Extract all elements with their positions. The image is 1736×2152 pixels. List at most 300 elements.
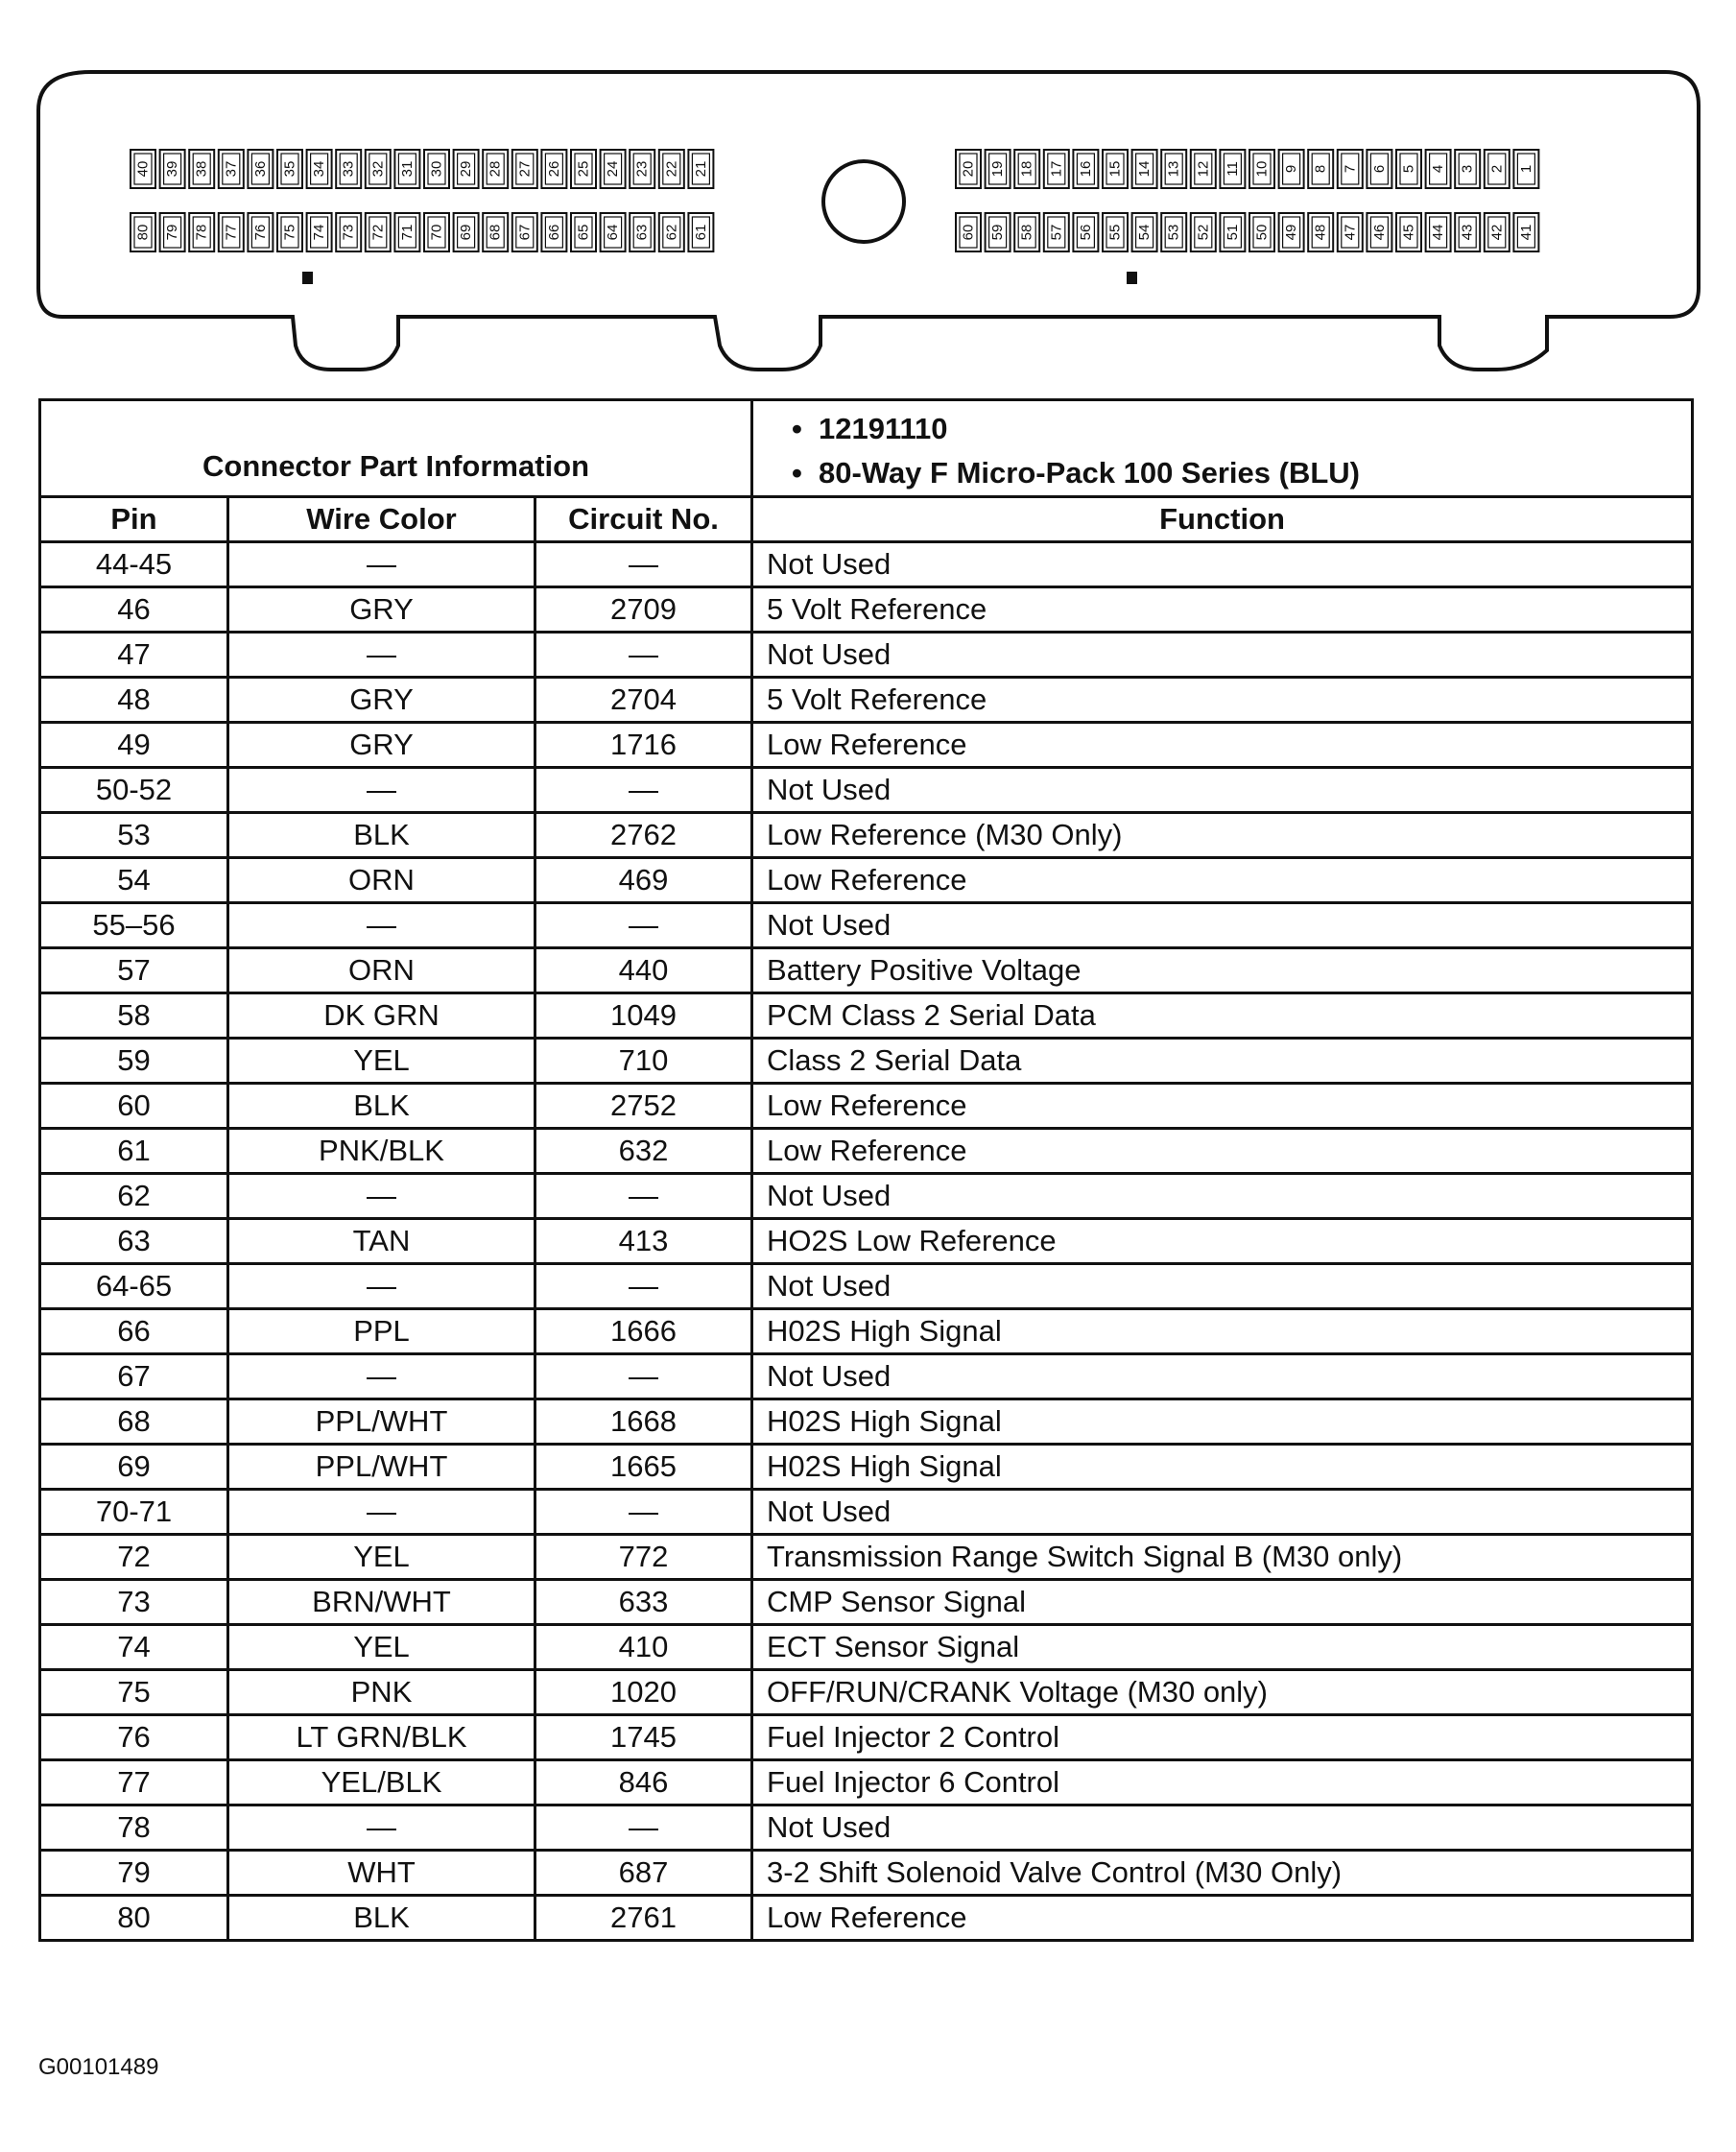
function-cell: Fuel Injector 6 Control <box>752 1760 1693 1805</box>
wire-color-cell: BRN/WHT <box>228 1580 535 1625</box>
pin-number: 64 <box>605 224 622 241</box>
pin-27 <box>512 150 537 188</box>
pin-cell: 46 <box>40 587 228 633</box>
pin-cell: 47 <box>40 633 228 678</box>
circuit-cell: 846 <box>535 1760 752 1805</box>
circuit-cell: — <box>535 1174 752 1219</box>
pin-number: 41 <box>1517 224 1534 241</box>
pin-number: 38 <box>193 160 210 178</box>
function-cell: Not Used <box>752 1490 1693 1535</box>
table-row <box>40 813 1693 858</box>
pin-cell: 62 <box>40 1174 228 1219</box>
pin-47 <box>1338 213 1363 251</box>
pin-69 <box>454 213 479 251</box>
function-cell: Low Reference (M30 Only) <box>752 813 1693 858</box>
part-description-text: 80-Way F Micro-Pack 100 Series (BLU) <box>819 456 1360 490</box>
pin-56 <box>1073 213 1098 251</box>
pin-74 <box>307 213 332 251</box>
pin-number: 35 <box>281 160 298 178</box>
pin-59 <box>986 213 1011 251</box>
pin-number: 55 <box>1106 224 1124 241</box>
pin-62 <box>659 213 684 251</box>
circuit-cell: 1020 <box>535 1670 752 1715</box>
pin-46 <box>1367 213 1391 251</box>
function-cell: Not Used <box>752 1354 1693 1399</box>
pin-number: 3 <box>1459 164 1476 174</box>
table-row <box>40 768 1693 813</box>
circuit-cell: 1666 <box>535 1309 752 1354</box>
pin-cell: 80 <box>40 1896 228 1941</box>
pin-number: 62 <box>663 224 680 241</box>
pin-1 <box>1513 150 1538 188</box>
wire-color-cell: YEL/BLK <box>228 1760 535 1805</box>
pin-number: 61 <box>692 224 709 241</box>
connector-pin-table <box>38 398 1694 1942</box>
table-row <box>40 1354 1693 1399</box>
table-row <box>40 1490 1693 1535</box>
table-row <box>40 1625 1693 1670</box>
connector-part-information-title: Connector Part Information <box>40 400 752 497</box>
pin-42 <box>1485 213 1510 251</box>
circuit-cell: 469 <box>535 858 752 903</box>
pin-number: 68 <box>487 224 504 241</box>
wire-color-cell: BLK <box>228 813 535 858</box>
pin-number: 16 <box>1077 160 1094 178</box>
column-header-row <box>40 497 1693 542</box>
part-info-cell <box>752 400 1693 497</box>
table-body <box>40 542 1693 1941</box>
pin-number: 31 <box>398 160 416 178</box>
function-cell: Fuel Injector 2 Control <box>752 1715 1693 1760</box>
pin-number: 58 <box>1018 224 1035 241</box>
pin-28 <box>483 150 508 188</box>
pin-cell: 49 <box>40 723 228 768</box>
wire-color-cell: ORN <box>228 858 535 903</box>
pin-cell: 75 <box>40 1670 228 1715</box>
pin-number: 43 <box>1459 224 1476 241</box>
pin-48 <box>1308 213 1333 251</box>
wire-color-cell: PNK/BLK <box>228 1129 535 1174</box>
pin-number: 46 <box>1370 224 1388 241</box>
pin-cell: 48 <box>40 678 228 723</box>
table-row <box>40 1580 1693 1625</box>
wire-color-cell: ORN <box>228 948 535 993</box>
pin-number: 29 <box>458 160 475 178</box>
pin-cell: 59 <box>40 1039 228 1084</box>
pin-number: 73 <box>340 224 357 241</box>
circuit-cell: — <box>535 633 752 678</box>
wire-color-cell: TAN <box>228 1219 535 1264</box>
pin-24 <box>601 150 626 188</box>
pin-number: 44 <box>1430 224 1447 241</box>
table-row <box>40 948 1693 993</box>
pin-cell: 64-65 <box>40 1264 228 1309</box>
circuit-cell: 410 <box>535 1625 752 1670</box>
pin-number: 22 <box>663 160 680 178</box>
pin-50 <box>1249 213 1274 251</box>
table-row <box>40 1896 1693 1941</box>
pin-number: 26 <box>545 160 562 178</box>
table-row <box>40 587 1693 633</box>
pin-41 <box>1513 213 1538 251</box>
pin-cell: 58 <box>40 993 228 1039</box>
pin-23 <box>630 150 654 188</box>
pin-77 <box>219 213 244 251</box>
function-cell: Low Reference <box>752 723 1693 768</box>
wire-color-cell: GRY <box>228 678 535 723</box>
wire-color-cell: YEL <box>228 1039 535 1084</box>
pin-38 <box>189 150 214 188</box>
pin-72 <box>366 213 391 251</box>
pin-number: 67 <box>516 224 534 241</box>
function-cell: PCM Class 2 Serial Data <box>752 993 1693 1039</box>
pin-cell: 61 <box>40 1129 228 1174</box>
pin-number: 66 <box>545 224 562 241</box>
pin-number: 36 <box>251 160 269 178</box>
function-cell: Not Used <box>752 903 1693 948</box>
pin-number: 40 <box>134 160 152 178</box>
pin-70 <box>424 213 449 251</box>
pin-65 <box>571 213 596 251</box>
pin-number: 63 <box>633 224 651 241</box>
pin-10 <box>1249 150 1274 188</box>
function-cell: CMP Sensor Signal <box>752 1580 1693 1625</box>
table-row <box>40 1039 1693 1084</box>
pin-cell: 63 <box>40 1219 228 1264</box>
pin-21 <box>688 150 713 188</box>
pin-17 <box>1044 150 1069 188</box>
pin-26 <box>541 150 566 188</box>
header-function: Function <box>752 497 1693 542</box>
pin-number: 20 <box>960 160 977 178</box>
part-info-row <box>40 400 1693 497</box>
circuit-cell: 633 <box>535 1580 752 1625</box>
function-cell: Not Used <box>752 1264 1693 1309</box>
wire-color-cell: — <box>228 1174 535 1219</box>
connector-center-hole <box>823 161 904 242</box>
circuit-cell: 2704 <box>535 678 752 723</box>
pin-80 <box>131 213 155 251</box>
pin-cell: 67 <box>40 1354 228 1399</box>
table-row <box>40 1174 1693 1219</box>
pin-cell: 72 <box>40 1535 228 1580</box>
pin-number: 14 <box>1136 160 1153 178</box>
pin-cell: 73 <box>40 1580 228 1625</box>
pin-54 <box>1132 213 1157 251</box>
pin-cell: 50-52 <box>40 768 228 813</box>
pin-13 <box>1161 150 1186 188</box>
circuit-cell: — <box>535 1264 752 1309</box>
pin-number: 56 <box>1077 224 1094 241</box>
function-cell: H02S High Signal <box>752 1445 1693 1490</box>
pin-63 <box>630 213 654 251</box>
pin-14 <box>1132 150 1157 188</box>
pin-number: 79 <box>164 224 181 241</box>
pin-34 <box>307 150 332 188</box>
pin-5 <box>1396 150 1421 188</box>
function-cell: Not Used <box>752 633 1693 678</box>
pin-40 <box>131 150 155 188</box>
pin-78 <box>189 213 214 251</box>
pin-18 <box>1014 150 1039 188</box>
function-cell: Battery Positive Voltage <box>752 948 1693 993</box>
pin-43 <box>1455 213 1480 251</box>
pin-16 <box>1073 150 1098 188</box>
pin-cell: 53 <box>40 813 228 858</box>
pin-32 <box>366 150 391 188</box>
table-row <box>40 993 1693 1039</box>
pin-number: 17 <box>1048 160 1065 178</box>
pin-number: 27 <box>516 160 534 178</box>
pin-cell: 54 <box>40 858 228 903</box>
pin-79 <box>160 213 185 251</box>
pin-33 <box>336 150 361 188</box>
wire-color-cell: — <box>228 1805 535 1851</box>
wire-color-cell: — <box>228 1490 535 1535</box>
pin-cell: 57 <box>40 948 228 993</box>
pin-number: 45 <box>1400 224 1417 241</box>
circuit-cell: 1049 <box>535 993 752 1039</box>
wire-color-cell: PPL/WHT <box>228 1445 535 1490</box>
function-cell: Low Reference <box>752 1084 1693 1129</box>
header-circuit-no: Circuit No. <box>535 497 752 542</box>
table-row <box>40 678 1693 723</box>
pin-number: 34 <box>311 160 328 178</box>
circuit-cell: 440 <box>535 948 752 993</box>
pin-number: 39 <box>164 160 181 178</box>
wire-color-cell: GRY <box>228 723 535 768</box>
pin-number: 72 <box>369 224 387 241</box>
wire-color-cell: BLK <box>228 1084 535 1129</box>
circuit-cell: — <box>535 1490 752 1535</box>
pin-number: 4 <box>1430 164 1447 174</box>
function-cell: ECT Sensor Signal <box>752 1625 1693 1670</box>
pin-36 <box>248 150 273 188</box>
pin-31 <box>394 150 419 188</box>
pin-number: 1 <box>1517 164 1534 174</box>
wire-color-cell: — <box>228 1264 535 1309</box>
pin-55 <box>1103 213 1128 251</box>
table-row <box>40 633 1693 678</box>
wire-color-cell: — <box>228 1354 535 1399</box>
table-row <box>40 1264 1693 1309</box>
circuit-cell: — <box>535 542 752 587</box>
pin-2 <box>1485 150 1510 188</box>
table-row <box>40 723 1693 768</box>
pin-9 <box>1279 150 1304 188</box>
table-row <box>40 542 1693 587</box>
circuit-cell: 2761 <box>535 1896 752 1941</box>
pin-cell: 69 <box>40 1445 228 1490</box>
function-cell: 3-2 Shift Solenoid Valve Control (M30 Only) <box>752 1851 1693 1896</box>
pin-number: 15 <box>1106 160 1124 178</box>
pin-number: 23 <box>633 160 651 178</box>
pin-68 <box>483 213 508 251</box>
wire-color-cell: PPL <box>228 1309 535 1354</box>
pin-44 <box>1426 213 1451 251</box>
pin-7 <box>1338 150 1363 188</box>
function-cell: Class 2 Serial Data <box>752 1039 1693 1084</box>
circuit-cell: 413 <box>535 1219 752 1264</box>
pin-cell: 70-71 <box>40 1490 228 1535</box>
pin-number: 28 <box>487 160 504 178</box>
pin-number: 70 <box>428 224 445 241</box>
pin-71 <box>394 213 419 251</box>
pin-number: 57 <box>1048 224 1065 241</box>
wire-color-cell: — <box>228 903 535 948</box>
pin-cell: 79 <box>40 1851 228 1896</box>
wire-color-cell: GRY <box>228 587 535 633</box>
part-number-text: 12191110 <box>819 412 948 445</box>
pin-number: 9 <box>1283 164 1300 174</box>
pin-number: 47 <box>1342 224 1359 241</box>
pin-cell: 74 <box>40 1625 228 1670</box>
pin-53 <box>1161 213 1186 251</box>
pin-8 <box>1308 150 1333 188</box>
wire-color-cell: YEL <box>228 1625 535 1670</box>
function-cell: H02S High Signal <box>752 1399 1693 1445</box>
pin-number: 50 <box>1253 224 1271 241</box>
pin-number: 54 <box>1136 224 1153 241</box>
pin-49 <box>1279 213 1304 251</box>
pin-4 <box>1426 150 1451 188</box>
pin-number: 21 <box>692 160 709 178</box>
table-row <box>40 1715 1693 1760</box>
table-row <box>40 1129 1693 1174</box>
table-row <box>40 1309 1693 1354</box>
pin-number: 65 <box>575 224 592 241</box>
circuit-cell: 1665 <box>535 1445 752 1490</box>
wire-color-cell: PNK <box>228 1670 535 1715</box>
pin-number: 49 <box>1283 224 1300 241</box>
function-cell: Not Used <box>752 1805 1693 1851</box>
wire-color-cell: YEL <box>228 1535 535 1580</box>
circuit-cell: 1745 <box>535 1715 752 1760</box>
table-row <box>40 1445 1693 1490</box>
table-row <box>40 1219 1693 1264</box>
pin-cell: 60 <box>40 1084 228 1129</box>
pin-cell: 78 <box>40 1805 228 1851</box>
pin-20 <box>956 150 981 188</box>
pin-30 <box>424 150 449 188</box>
pin-11 <box>1220 150 1245 188</box>
circuit-cell: 632 <box>535 1129 752 1174</box>
pin-number: 80 <box>134 224 152 241</box>
pin-number: 69 <box>458 224 475 241</box>
header-pin: Pin <box>40 497 228 542</box>
pin-number: 71 <box>398 224 416 241</box>
wire-color-cell: BLK <box>228 1896 535 1941</box>
right-key-mark <box>1127 272 1137 284</box>
pin-number: 77 <box>223 224 240 241</box>
function-cell: OFF/RUN/CRANK Voltage (M30 only) <box>752 1670 1693 1715</box>
circuit-cell: 710 <box>535 1039 752 1084</box>
function-cell: Not Used <box>752 1174 1693 1219</box>
table-row <box>40 1805 1693 1851</box>
table-row <box>40 1670 1693 1715</box>
pin-76 <box>248 213 273 251</box>
pin-66 <box>541 213 566 251</box>
pin-number: 78 <box>193 224 210 241</box>
pin-35 <box>277 150 302 188</box>
pin-number: 37 <box>223 160 240 178</box>
pin-number: 12 <box>1195 160 1212 178</box>
function-cell: Low Reference <box>752 1129 1693 1174</box>
pin-60 <box>956 213 981 251</box>
pin-number: 18 <box>1018 160 1035 178</box>
pin-number: 75 <box>281 224 298 241</box>
pin-22 <box>659 150 684 188</box>
wire-color-cell: WHT <box>228 1851 535 1896</box>
pin-number: 74 <box>311 224 328 241</box>
function-cell: Transmission Range Switch Signal B (M30 only) <box>752 1535 1693 1580</box>
pin-number: 59 <box>989 224 1007 241</box>
pin-number: 8 <box>1312 164 1329 174</box>
wire-color-cell: — <box>228 768 535 813</box>
pin-cell: 44-45 <box>40 542 228 587</box>
circuit-cell: 687 <box>535 1851 752 1896</box>
circuit-cell: — <box>535 768 752 813</box>
connector-diagram <box>0 0 1736 384</box>
function-cell: Not Used <box>752 542 1693 587</box>
pin-15 <box>1103 150 1128 188</box>
connector-outline <box>38 72 1699 370</box>
table-row <box>40 1851 1693 1896</box>
part-description: • 80-Way F Micro-Pack 100 Series (BLU) <box>792 456 1360 490</box>
function-cell: 5 Volt Reference <box>752 587 1693 633</box>
pin-73 <box>336 213 361 251</box>
function-cell: 5 Volt Reference <box>752 678 1693 723</box>
pin-number: 11 <box>1224 161 1241 177</box>
pin-number: 24 <box>605 160 622 178</box>
pin-67 <box>512 213 537 251</box>
pin-number: 5 <box>1400 164 1417 174</box>
pin-45 <box>1396 213 1421 251</box>
circuit-cell: 2752 <box>535 1084 752 1129</box>
left-key-mark <box>302 272 313 284</box>
circuit-cell: 2762 <box>535 813 752 858</box>
pin-29 <box>454 150 479 188</box>
circuit-cell: 1716 <box>535 723 752 768</box>
pin-number: 13 <box>1165 160 1182 178</box>
circuit-cell: — <box>535 903 752 948</box>
pin-61 <box>688 213 713 251</box>
pin-cell: 76 <box>40 1715 228 1760</box>
pin-number: 42 <box>1488 224 1506 241</box>
wire-color-cell: — <box>228 633 535 678</box>
pin-number: 76 <box>251 224 269 241</box>
function-cell: HO2S Low Reference <box>752 1219 1693 1264</box>
function-cell: Low Reference <box>752 1896 1693 1941</box>
pin-51 <box>1220 213 1245 251</box>
pin-37 <box>219 150 244 188</box>
function-cell: Low Reference <box>752 858 1693 903</box>
pin-58 <box>1014 213 1039 251</box>
circuit-cell: 2709 <box>535 587 752 633</box>
pin-number: 6 <box>1370 164 1388 174</box>
pin-number: 52 <box>1195 224 1212 241</box>
pin-52 <box>1191 213 1216 251</box>
pin-cell: 66 <box>40 1309 228 1354</box>
table-row <box>40 1399 1693 1445</box>
table-row <box>40 858 1693 903</box>
circuit-cell: — <box>535 1805 752 1851</box>
wire-color-cell: DK GRN <box>228 993 535 1039</box>
circuit-cell: 1668 <box>535 1399 752 1445</box>
header-wire-color: Wire Color <box>228 497 535 542</box>
table-row <box>40 1760 1693 1805</box>
pin-number: 53 <box>1165 224 1182 241</box>
